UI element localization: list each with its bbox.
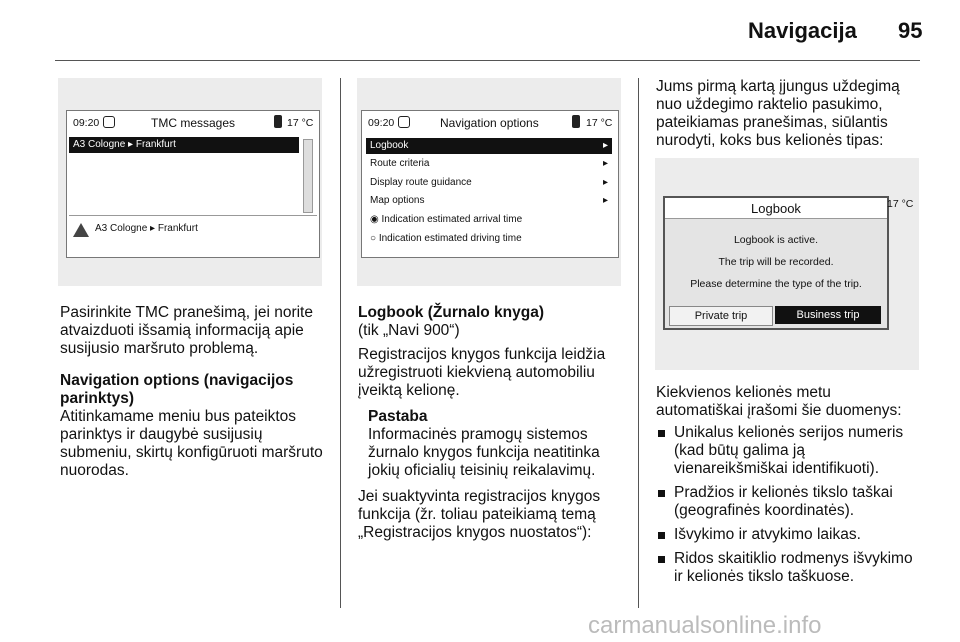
- bullet-icon: [658, 490, 665, 497]
- paragraph: Jei suaktyvinta registracijos knygos funkcija (žr. toliau pateikiamą temą „Registracijos knygos nuostatos“):: [358, 488, 601, 541]
- business-trip-button[interactable]: Business trip: [775, 306, 881, 324]
- private-trip-button[interactable]: Private trip: [669, 306, 773, 326]
- screen-title: TMC messages: [151, 116, 236, 130]
- paragraph: Kiekvienos kelionės metu automatiškai įrašomi šie duomenys:: [656, 384, 902, 419]
- temperature: 17 °C: [287, 117, 314, 129]
- temperature: 17 °C: [586, 117, 613, 129]
- col2-text: [358, 304, 630, 542]
- column-separator: [638, 78, 639, 608]
- scrollbar[interactable]: [303, 139, 313, 213]
- traffic-warning-icon: [73, 223, 89, 237]
- radio-driving-time[interactable]: ○ Indication estimated driving time: [370, 233, 522, 244]
- menu-item-route-criteria[interactable]: Route criteria ▸: [366, 156, 612, 172]
- thermometer-icon: [274, 115, 282, 128]
- chevron-right-icon: ▸: [602, 177, 608, 188]
- chevron-right-icon: ▸: [602, 158, 608, 169]
- clock-time: 09:20: [73, 117, 100, 129]
- section-heading: Logbook (Žurnalo knyga): [358, 304, 544, 321]
- column-separator: [340, 78, 341, 608]
- page-header-title: Navigacija: [748, 18, 857, 43]
- watermark: carmanualsonline.info: [588, 612, 822, 639]
- clock-icon: [103, 116, 115, 128]
- chevron-right-icon: ▸: [602, 195, 608, 206]
- radio-selected-icon: ◉: [370, 214, 382, 225]
- menu-item-map-options[interactable]: Map options ▸: [366, 193, 612, 209]
- dialog-line: Please determine the type of the trip.: [690, 278, 862, 290]
- tmc-detail-text: A3 Cologne ▸ Frankfurt: [95, 223, 198, 234]
- thermometer-icon: [572, 115, 580, 128]
- clock-icon: [398, 116, 410, 128]
- status-bar: [67, 111, 319, 133]
- list-item: Unikalus kelionės serijos numeris (kad būtų galima ją vienareikšmiškai identifikuoti).: [656, 424, 922, 478]
- bullet-icon: [658, 556, 665, 563]
- page-number: 95: [898, 18, 923, 43]
- paragraph: Pasirinkite TMC pranešimą, jei norite atvaizduoti išsamią informaciją apie susijusio maršruto problemą.: [60, 304, 313, 357]
- bullet-icon: [658, 532, 665, 539]
- temperature: 17 °C: [887, 198, 914, 210]
- status-bar: [362, 111, 618, 133]
- paragraph: Atitinkamame meniu bus pateiktos parinktys ir daugybė susijusių submeniu, skirtų konfigūruoti maršruto nuorodas.: [60, 408, 323, 479]
- radio-arrival-time[interactable]: ◉ Indication estimated arrival time: [370, 214, 523, 225]
- paragraph: Registracijos knygos funkcija leidžia užregistruoti kiekvieną automobiliu įveiktą kelionę.: [358, 346, 606, 399]
- col3-body: [656, 384, 922, 592]
- dialog-line: Logbook is active.: [733, 234, 819, 246]
- tmc-screenshot: [58, 78, 322, 286]
- data-list: [656, 424, 922, 586]
- screen-title: Navigation options: [440, 116, 539, 130]
- list-item: Išvykimo ir atvykimo laikas.: [656, 526, 922, 544]
- logbook-screenshot: [655, 158, 919, 370]
- radio-empty-icon: ○: [370, 233, 379, 244]
- dialog-title: Logbook: [751, 201, 801, 216]
- dialog-line: The trip will be recorded.: [718, 256, 834, 268]
- detail-divider: [69, 215, 317, 216]
- note-block: [368, 408, 630, 480]
- tmc-screen: [66, 110, 320, 258]
- note-title: Pastaba: [368, 408, 428, 425]
- col3-intro: [656, 78, 920, 150]
- logbook-dialog: [663, 196, 889, 330]
- list-item: Ridos skaitiklio rodmenys išvykimo ir kelionės tikslo taškuose.: [656, 550, 922, 586]
- note-text: Informacinės pramogų sistemos žurnalo knygos funkcija neatitinka jokių oficialių teisinių reikalavimų.: [368, 426, 600, 479]
- tmc-message-row[interactable]: A3 Cologne ▸ Frankfurt: [69, 137, 299, 153]
- list-item: Pradžios ir kelionės tikslo taškai (geografinės koordinatės).: [656, 484, 922, 520]
- menu-item-display-route-guidance[interactable]: Display route guidance ▸: [366, 175, 612, 191]
- nav-options-screenshot: [357, 78, 621, 286]
- chevron-right-icon: ▸: [602, 140, 608, 151]
- subheading: (tik „Navi 900“): [358, 322, 460, 339]
- clock-time: 09:20: [368, 117, 395, 129]
- paragraph: Jums pirmą kartą įjungus uždegimą nuo uždegimo raktelio pasukimo, pateikiamas pranešimas, siūlantis nurodyti, koks bus kelionės tipas:: [656, 78, 900, 149]
- section-heading: Navigation options (navigacijos parinktys): [60, 372, 294, 407]
- nav-options-screen: [361, 110, 619, 258]
- menu-item-logbook[interactable]: Logbook ▸: [366, 138, 612, 154]
- header-divider: [55, 60, 920, 61]
- bullet-icon: [658, 430, 665, 437]
- col1-text: [60, 304, 330, 480]
